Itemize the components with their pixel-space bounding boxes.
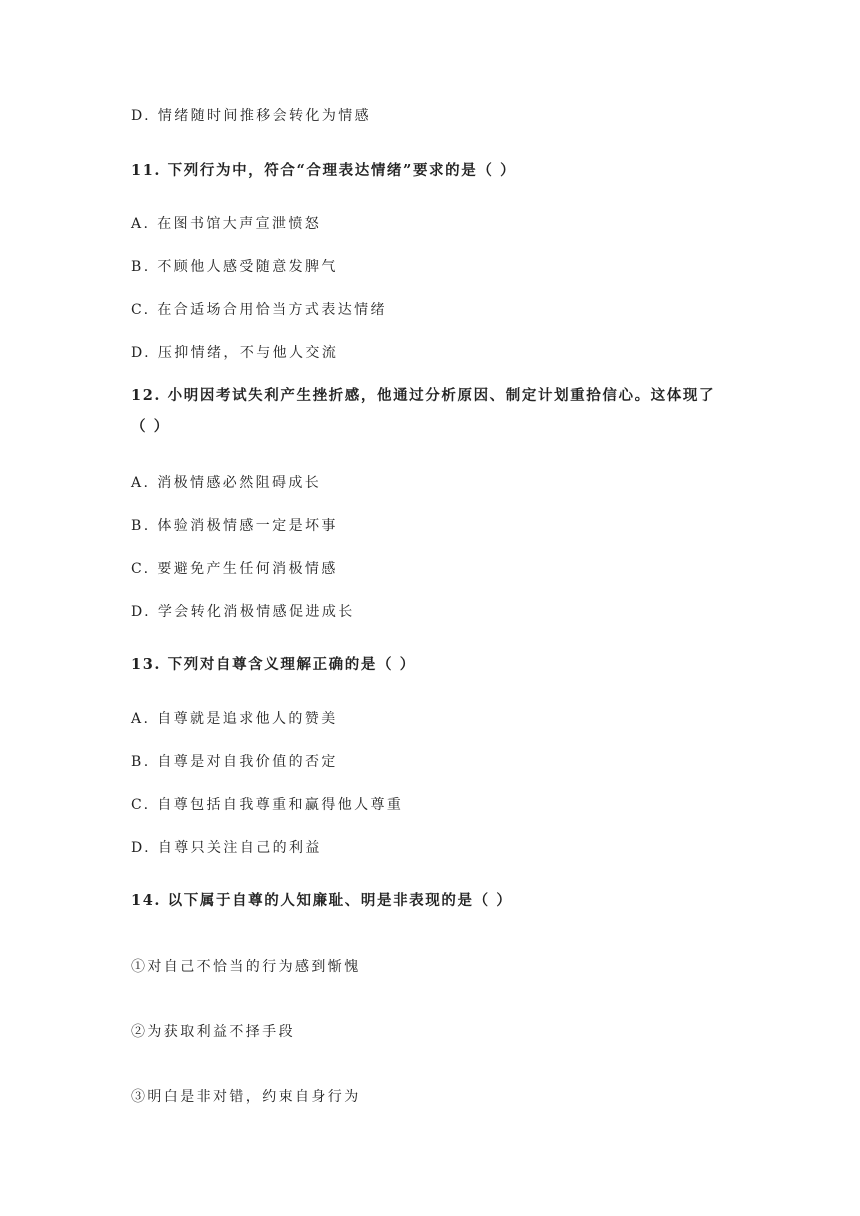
q13-stem: 13. 下列对自尊含义理解正确的是（ ） bbox=[131, 656, 416, 673]
q13-option-a: A. 自尊就是追求他人的赞美 bbox=[131, 711, 338, 727]
q11-option-c: C. 在合适场合用恰当方式表达情绪 bbox=[131, 302, 387, 318]
q12-option-a: A. 消极情感必然阻碍成长 bbox=[131, 475, 322, 491]
q11-option-b: B. 不顾他人感受随意发脾气 bbox=[131, 259, 338, 275]
q13-option-c: C. 自尊包括自我尊重和赢得他人尊重 bbox=[131, 797, 404, 813]
q14-stem: 14. 以下属于自尊的人知廉耻、明是非表现的是（ ） bbox=[131, 892, 513, 909]
q14-item-2: ②为获取利益不择手段 bbox=[131, 1024, 295, 1040]
q12-option-d: D. 学会转化消极情感促进成长 bbox=[131, 604, 355, 620]
q13-option-d: D. 自尊只关注自己的利益 bbox=[131, 840, 322, 856]
q10-option-d: D. 情绪随时间推移会转化为情感 bbox=[131, 108, 372, 124]
q12-stem-line-1: 12. 小明因考试失利产生挫折感，他通过分析原因、制定计划重拾信心。这体现了 bbox=[131, 387, 716, 404]
q13-option-b: B. 自尊是对自我价值的否定 bbox=[131, 754, 338, 770]
q11-option-a: A. 在图书馆大声宣泄愤怒 bbox=[131, 216, 322, 232]
q12-option-c: C. 要避免产生任何消极情感 bbox=[131, 561, 338, 577]
q12-stem-line-2: （ ） bbox=[131, 418, 170, 435]
q11-stem: 11. 下列行为中，符合“合理表达情绪”要求的是（ ） bbox=[131, 162, 517, 179]
q12-option-b: B. 体验消极情感一定是坏事 bbox=[131, 518, 338, 534]
q14-item-1: ①对自己不恰当的行为感到惭愧 bbox=[131, 959, 361, 975]
q11-option-d: D. 压抑情绪，不与他人交流 bbox=[131, 345, 339, 361]
q14-item-3: ③明白是非对错，约束自身行为 bbox=[131, 1089, 361, 1105]
